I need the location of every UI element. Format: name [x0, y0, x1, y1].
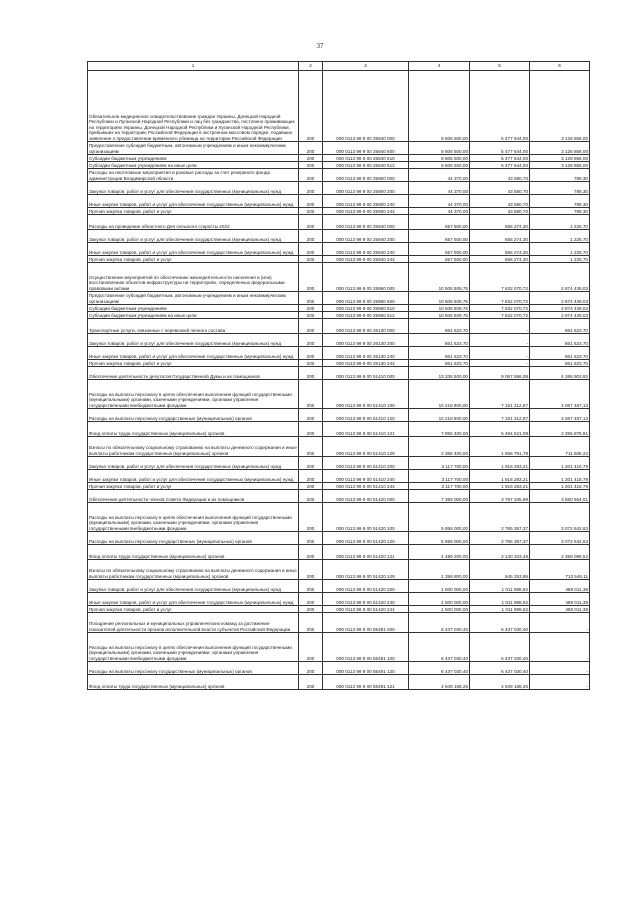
row-executed-cell: 5 477 644,00 — [470, 142, 530, 155]
row-name-cell: Предоставление субсидий бюджетным, автономным учреждениям и иным некоммерческим организациям — [88, 292, 299, 305]
row-classification-cell: 000 0113 99 9 00 51410 240 — [323, 470, 409, 483]
row-unexecuted-cell: 789,30 — [530, 182, 590, 195]
row-name-cell: Иные закупки товаров, работ и услуг для обеспечения государственных (муниципальных) нужд — [88, 470, 299, 483]
row-classification-cell: 000 0113 99 9 00 51410 000 — [323, 367, 409, 380]
row-approved-cell: 1 358 800,00 — [409, 560, 470, 580]
row-name-cell: Обеспечение деятельности депутатов Государственной Думы и их помощников — [88, 367, 299, 380]
row-approved-cell: 657 500,00 — [409, 243, 470, 256]
row-code-cell: 200 — [299, 662, 323, 675]
row-classification-cell: 000 0113 99 9 00 25900 240 — [323, 195, 409, 208]
row-classification-cell: 000 0113 99 9 00 55491 120 — [323, 662, 409, 675]
row-unexecuted-cell: 861 623,70 — [530, 347, 590, 360]
table-row — [88, 367, 590, 380]
row-classification-cell: 000 0113 99 9 00 51420 100 — [323, 503, 409, 532]
table-row — [88, 606, 590, 613]
row-classification-cell: 000 0113 99 9 00 55491 121 — [323, 675, 409, 690]
row-classification-cell: 000 0113 99 9 00 51420 240 — [323, 593, 409, 606]
row-code-cell: 200 — [299, 613, 323, 633]
row-name-cell: Иные закупки товаров, работ и услуг для обеспечения государственных (муниципальных) нужд — [88, 243, 299, 256]
table-row — [88, 215, 590, 230]
row-approved-cell: 7 850 400,00 — [409, 422, 470, 437]
row-classification-cell: 000 0113 99 9 00 51410 129 — [323, 437, 409, 457]
row-classification-cell: 000 0113 99 9 00 51420 244 — [323, 606, 409, 613]
row-name-cell: Фонд оплаты труда государственных (муниципальных) органов — [88, 422, 299, 437]
row-unexecuted-cell: 3 128 856,00 — [530, 162, 590, 169]
row-approved-cell: 1 500 000,00 — [409, 606, 470, 613]
row-classification-cell: 000 0113 99 9 00 51420 129 — [323, 560, 409, 580]
row-unexecuted-cell: - — [530, 675, 590, 690]
row-classification-cell: 000 0113 99 9 00 51410 100 — [323, 380, 409, 409]
row-code-cell: 200 — [299, 208, 323, 215]
row-approved-cell: 44 370,00 — [409, 195, 470, 208]
row-executed-cell: 4 949 168,26 — [470, 675, 530, 690]
row-approved-cell: 6 437 030,40 — [409, 662, 470, 675]
table-row — [88, 162, 590, 169]
row-classification-cell: 000 0113 99 9 00 51420 120 — [323, 532, 409, 545]
table-row — [88, 312, 590, 319]
row-code-cell: 200 — [299, 675, 323, 690]
row-unexecuted-cell: 488 011,38 — [530, 606, 590, 613]
row-approved-cell: 10 218 800,00 — [409, 380, 470, 409]
row-name-cell: Расходы на выплаты персоналу государственных (муниципальных) органов — [88, 409, 299, 422]
row-approved-cell: 44 370,00 — [409, 208, 470, 215]
row-classification-cell: 000 0113 99 9 00 26130 000 — [323, 319, 409, 334]
row-approved-cell: 6 437 030,40 — [409, 613, 470, 633]
table-row — [88, 319, 590, 334]
row-code-cell: 200 — [299, 312, 323, 319]
row-name-cell: Расходы на выплаты персоналу в целях обеспечения выполнения функций государственными (муниципальными) органами, казенными учреждениями, органами управления государственными внебюджетными фондами — [88, 380, 299, 409]
table-body — [88, 71, 590, 690]
row-name-cell: Расходы на выплаты персоналу государственных (муниципальных) органов — [88, 532, 299, 545]
row-executed-cell: 5 477 644,00 — [470, 155, 530, 162]
row-name-cell: Взносы по обязательному социальному страхованию на выплаты денежного содержания и иные выплаты работникам государственных (муниципальных) органов — [88, 560, 299, 580]
table-row — [88, 560, 590, 580]
table-row — [88, 182, 590, 195]
row-code-cell: 200 — [299, 633, 323, 662]
table-row — [88, 409, 590, 422]
row-executed-cell: 7 632 070,72 — [470, 312, 530, 319]
row-classification-cell: 000 0113 99 9 00 25960 612 — [323, 312, 409, 319]
row-approved-cell: 861 623,70 — [409, 360, 470, 367]
row-name-cell: Закупка товаров, работ и услуг для обеспечения государственных (муниципальных) нужд — [88, 580, 299, 593]
row-executed-cell: 656 274,30 — [470, 215, 530, 230]
row-unexecuted-cell: 861 623,70 — [530, 360, 590, 367]
row-name-cell: Расходы на неотложные мероприятия и разовые расходы за счет резервного фонда администрации Владимирской области — [88, 169, 299, 182]
table-row — [88, 580, 590, 593]
row-approved-cell: 4 499 200,00 — [409, 545, 470, 560]
row-executed-cell: 1 916 283,21 — [470, 470, 530, 483]
row-name-cell: Предоставление субсидий бюджетным, автономным учреждениям и иным некоммерческим организациям — [88, 142, 299, 155]
header-col-1: 1 — [88, 62, 299, 71]
row-unexecuted-cell: 1 201 416,79 — [530, 483, 590, 490]
row-code-cell: 200 — [299, 606, 323, 613]
row-name-cell: Прочая закупка товаров, работ и услуг — [88, 256, 299, 263]
row-executed-cell: 2 785 357,37 — [470, 503, 530, 532]
row-approved-cell: 8 606 500,00 — [409, 162, 470, 169]
row-code-cell: 200 — [299, 71, 323, 142]
row-unexecuted-cell: 2 874 439,03 — [530, 263, 590, 292]
row-approved-cell: 4 949 168,26 — [409, 675, 470, 690]
table-row — [88, 230, 590, 243]
table-row — [88, 360, 590, 367]
row-classification-cell: 000 0113 99 9 00 51420 121 — [323, 545, 409, 560]
table-row — [88, 593, 590, 606]
table-row — [88, 155, 590, 162]
row-executed-cell: 5 494 521,09 — [470, 422, 530, 437]
row-executed-cell: 656 274,30 — [470, 243, 530, 256]
row-approved-cell: 8 606 500,00 — [409, 142, 470, 155]
row-unexecuted-cell: 1 225,70 — [530, 215, 590, 230]
row-classification-cell: 000 0113 99 9 00 51410 200 — [323, 457, 409, 470]
row-executed-cell: 656 274,30 — [470, 256, 530, 263]
row-code-cell: 200 — [299, 593, 323, 606]
row-approved-cell: 13 336 500,00 — [409, 367, 470, 380]
header-col-2: 2 — [299, 62, 323, 71]
row-unexecuted-cell: 3 128 856,00 — [530, 71, 590, 142]
row-classification-cell: 000 0113 99 9 00 55491 000 — [323, 613, 409, 633]
table-row — [88, 437, 590, 457]
row-executed-cell: 2 785 357,37 — [470, 532, 530, 545]
row-approved-cell: 10 506 509,75 — [409, 263, 470, 292]
row-code-cell: 200 — [299, 470, 323, 483]
row-name-cell: Поощрение региональных и муниципальных управленческих команд за достижение показателей деятельности органов исполнительной власти субъектов Российской Федерации — [88, 613, 299, 633]
table-row — [88, 169, 590, 182]
row-unexecuted-cell: 4 268 903,92 — [530, 367, 590, 380]
row-unexecuted-cell: 713 546,11 — [530, 560, 590, 580]
row-code-cell: 200 — [299, 305, 323, 312]
budget-execution-table — [87, 61, 590, 690]
row-executed-cell: 7 151 312,87 — [470, 409, 530, 422]
row-executed-cell: 1 916 283,21 — [470, 483, 530, 490]
row-name-cell: Фонд оплаты труда государственных (муниципальных) органов — [88, 545, 299, 560]
table-row — [88, 256, 590, 263]
row-executed-cell: 6 437 030,40 — [470, 613, 530, 633]
row-name-cell: Прочая закупка товаров, работ и услуг — [88, 208, 299, 215]
row-unexecuted-cell: 1 225,70 — [530, 243, 590, 256]
row-code-cell: 200 — [299, 490, 323, 503]
row-classification-cell: 000 0113 99 9 00 25900 200 — [323, 182, 409, 195]
row-unexecuted-cell: - — [530, 662, 590, 675]
row-approved-cell: 3 117 700,00 — [409, 457, 470, 470]
row-classification-cell: 000 0113 99 9 00 25940 200 — [323, 230, 409, 243]
row-name-cell: Иные закупки товаров, работ и услуг для обеспечения государственных (муниципальных) нужд — [88, 195, 299, 208]
row-code-cell: 200 — [299, 230, 323, 243]
row-name-cell: Расходы на выплаты персоналу в целях обеспечения выполнения функций государственными (муниципальными) органами, казенными учреждениями, органами управления государственными внебюджетными фондами — [88, 633, 299, 662]
row-executed-cell: 5 477 644,00 — [470, 71, 530, 142]
table-row — [88, 490, 590, 503]
row-approved-cell: 44 370,00 — [409, 182, 470, 195]
row-unexecuted-cell: 2 355 878,91 — [530, 422, 590, 437]
table-row — [88, 545, 590, 560]
row-name-cell: Расходы на выплаты персоналу в целях обеспечения выполнения функций государственными (муниципальными) органами, казенными учреждениями, органами управления государственными внебюджетными фондами — [88, 503, 299, 532]
row-code-cell: 200 — [299, 347, 323, 360]
row-classification-cell: 000 0113 99 9 00 25840 000 — [323, 71, 409, 142]
row-code-cell: 200 — [299, 182, 323, 195]
row-code-cell: 200 — [299, 195, 323, 208]
table-row — [88, 305, 590, 312]
row-code-cell: 200 — [299, 142, 323, 155]
row-name-cell: Осуществление мероприятий по обеспечению жизнедеятельности населения и (или) восстановлению объектов инфраструктуры на территориях, определенных федеральными правовыми актами — [88, 263, 299, 292]
row-name-cell: Закупка товаров, работ и услуг для обеспечения государственных (муниципальных) нужд — [88, 334, 299, 347]
row-executed-cell: 43 580,70 — [470, 182, 530, 195]
row-code-cell: 200 — [299, 483, 323, 490]
row-name-cell: Прочая закупка товаров, работ и услуг — [88, 606, 299, 613]
row-classification-cell: 000 0113 99 9 00 25900 000 — [323, 169, 409, 182]
row-unexecuted-cell: - — [530, 633, 590, 662]
row-name-cell: Субсидии бюджетным учреждениям на иные цели — [88, 312, 299, 319]
row-unexecuted-cell: 3 128 856,00 — [530, 155, 590, 162]
row-executed-cell: 7 632 070,72 — [470, 292, 530, 305]
row-unexecuted-cell: 789,30 — [530, 169, 590, 182]
header-col-6: 6 — [530, 62, 590, 71]
row-code-cell: 200 — [299, 409, 323, 422]
row-classification-cell: 000 0113 99 9 00 25840 600 — [323, 142, 409, 155]
row-unexecuted-cell: 3 072 642,63 — [530, 503, 590, 532]
table-row — [88, 633, 590, 662]
row-unexecuted-cell: 789,30 — [530, 208, 590, 215]
row-code-cell: 200 — [299, 169, 323, 182]
row-unexecuted-cell: 3 128 856,00 — [530, 142, 590, 155]
table-row — [88, 347, 590, 360]
row-code-cell: 200 — [299, 545, 323, 560]
row-name-cell: Прочая закупка товаров, работ и услуг — [88, 360, 299, 367]
row-name-cell: Взносы по обязательному социальному страхованию на выплаты денежного содержания и иные выплаты работникам государственных (муниципальных) органов — [88, 437, 299, 457]
row-classification-cell: 000 0113 99 9 00 51410 244 — [323, 483, 409, 490]
row-approved-cell: 1 500 000,00 — [409, 593, 470, 606]
row-approved-cell: 1 500 000,00 — [409, 580, 470, 593]
row-approved-cell: 861 623,70 — [409, 319, 470, 334]
header-col-4: 4 — [409, 62, 470, 71]
row-classification-cell: 000 0113 99 9 00 25940 244 — [323, 256, 409, 263]
row-name-cell: Обеспечение деятельности членов Совета Федерации и их помощников — [88, 490, 299, 503]
row-name-cell: Субсидии бюджетным учреждениям — [88, 155, 299, 162]
row-executed-cell: 6 437 030,40 — [470, 662, 530, 675]
row-classification-cell: 000 0113 99 9 00 51420 000 — [323, 490, 409, 503]
row-executed-cell: 7 151 312,87 — [470, 380, 530, 409]
row-approved-cell: 861 623,70 — [409, 334, 470, 347]
row-approved-cell: 3 117 700,00 — [409, 483, 470, 490]
row-name-cell: Расходы на проведение областного Дня сельского старосты 2022 — [88, 215, 299, 230]
row-approved-cell: 657 500,00 — [409, 230, 470, 243]
row-classification-cell: 000 0113 99 9 00 26130 244 — [323, 360, 409, 367]
row-name-cell: Расходы на выплаты персоналу государственных (муниципальных) органов — [88, 662, 299, 675]
row-unexecuted-cell: 3 560 654,01 — [530, 490, 590, 503]
row-executed-cell: 3 797 345,99 — [470, 490, 530, 503]
row-name-cell: Иные закупки товаров, работ и услуг для обеспечения государственных (муниципальных) нужд — [88, 593, 299, 606]
row-unexecuted-cell: 3 072 642,63 — [530, 532, 590, 545]
row-classification-cell: 000 0113 99 9 00 51420 200 — [323, 580, 409, 593]
row-approved-cell: 7 358 000,00 — [409, 490, 470, 503]
table-row — [88, 263, 590, 292]
row-name-cell: Транспортные услуги, связанные с перевозкой личного состава — [88, 319, 299, 334]
row-code-cell: 200 — [299, 162, 323, 169]
row-code-cell: 200 — [299, 380, 323, 409]
row-code-cell: 200 — [299, 360, 323, 367]
row-classification-cell: 000 0113 99 9 00 25840 610 — [323, 155, 409, 162]
row-code-cell: 200 — [299, 560, 323, 580]
row-classification-cell: 000 0113 99 9 00 25900 244 — [323, 208, 409, 215]
row-unexecuted-cell: 2 874 439,03 — [530, 292, 590, 305]
row-code-cell: 200 — [299, 292, 323, 305]
row-name-cell: Закупка товаров, работ и услуг для обеспечения государственных (муниципальных) нужд — [88, 457, 299, 470]
table-header-row — [88, 62, 590, 71]
row-classification-cell: 000 0113 99 9 00 26130 200 — [323, 334, 409, 347]
row-executed-cell: - — [470, 319, 530, 334]
table-row — [88, 422, 590, 437]
row-classification-cell: 000 0113 99 9 00 25840 612 — [323, 162, 409, 169]
row-executed-cell: 1 916 283,21 — [470, 457, 530, 470]
table-row — [88, 380, 590, 409]
table-row — [88, 503, 590, 532]
table-row — [88, 532, 590, 545]
row-approved-cell: 8 606 500,00 — [409, 71, 470, 142]
row-code-cell: 200 — [299, 334, 323, 347]
row-approved-cell: 10 506 509,75 — [409, 305, 470, 312]
row-code-cell: 200 — [299, 215, 323, 230]
row-name-cell: Субсидии бюджетным учреждениям — [88, 305, 299, 312]
row-classification-cell: 000 0113 99 9 00 25940 000 — [323, 215, 409, 230]
row-classification-cell: 000 0113 99 9 00 25960 600 — [323, 292, 409, 305]
row-unexecuted-cell: 2 874 439,03 — [530, 312, 590, 319]
row-executed-cell: 43 580,70 — [470, 195, 530, 208]
row-code-cell: 200 — [299, 243, 323, 256]
row-executed-cell: 1 011 988,62 — [470, 606, 530, 613]
row-approved-cell: 10 506 509,75 — [409, 312, 470, 319]
row-code-cell: 200 — [299, 422, 323, 437]
row-unexecuted-cell: 3 067 487,13 — [530, 380, 590, 409]
row-unexecuted-cell: 711 608,22 — [530, 437, 590, 457]
row-code-cell: 200 — [299, 319, 323, 334]
row-classification-cell: 000 0113 99 9 00 26130 240 — [323, 347, 409, 360]
row-unexecuted-cell: 1 201 416,79 — [530, 457, 590, 470]
row-executed-cell: 1 656 791,78 — [470, 437, 530, 457]
row-approved-cell: 10 218 800,00 — [409, 409, 470, 422]
row-executed-cell: - — [470, 347, 530, 360]
row-approved-cell: 5 858 000,00 — [409, 532, 470, 545]
row-approved-cell: 10 506 509,75 — [409, 292, 470, 305]
row-executed-cell: 6 437 030,40 — [470, 633, 530, 662]
row-executed-cell: 5 477 644,00 — [470, 162, 530, 169]
row-classification-cell: 000 0113 99 9 00 51410 121 — [323, 422, 409, 437]
row-code-cell: 200 — [299, 367, 323, 380]
row-executed-cell: - — [470, 360, 530, 367]
row-code-cell: 200 — [299, 155, 323, 162]
header-col-3: 3 — [323, 62, 409, 71]
row-classification-cell: 000 0113 99 9 00 55491 100 — [323, 633, 409, 662]
row-name-cell: Закупка товаров, работ и услуг для обеспечения государственных (муниципальных) нужд — [88, 230, 299, 243]
row-executed-cell: 43 580,70 — [470, 208, 530, 215]
row-name-cell: Фонд оплаты труда государственных (муниципальных) органов — [88, 675, 299, 690]
table-row — [88, 675, 590, 690]
row-name-cell: Иные закупки товаров, работ и услуг для обеспечения государственных (муниципальных) нужд — [88, 347, 299, 360]
table-row — [88, 71, 590, 142]
row-unexecuted-cell: 1 225,70 — [530, 230, 590, 243]
row-code-cell: 200 — [299, 256, 323, 263]
row-approved-cell: 3 117 700,00 — [409, 470, 470, 483]
row-approved-cell: 657 500,00 — [409, 256, 470, 263]
row-approved-cell: 8 606 500,00 — [409, 155, 470, 162]
row-approved-cell: 6 437 030,40 — [409, 633, 470, 662]
row-unexecuted-cell: 789,30 — [530, 195, 590, 208]
row-unexecuted-cell: 1 225,70 — [530, 256, 590, 263]
row-code-cell: 200 — [299, 263, 323, 292]
row-unexecuted-cell: 861 623,70 — [530, 319, 590, 334]
row-executed-cell: 2 140 103,48 — [470, 545, 530, 560]
row-approved-cell: 861 623,70 — [409, 347, 470, 360]
row-executed-cell: 7 632 070,72 — [470, 305, 530, 312]
table-row — [88, 457, 590, 470]
row-name-cell: Закупка товаров, работ и услуг для обеспечения государственных (муниципальных) нужд — [88, 182, 299, 195]
row-classification-cell: 000 0113 99 9 00 25960 610 — [323, 305, 409, 312]
header-col-5: 5 — [470, 62, 530, 71]
row-code-cell: 200 — [299, 503, 323, 532]
row-executed-cell: 1 011 988,62 — [470, 580, 530, 593]
row-approved-cell: 2 368 400,00 — [409, 437, 470, 457]
page-number: 37 — [316, 42, 324, 50]
row-unexecuted-cell: 861 623,70 — [530, 334, 590, 347]
row-unexecuted-cell: 488 011,38 — [530, 593, 590, 606]
row-name-cell: Обязательное медицинское освидетельствование граждан Украины, Донецкой Народной Республики и Луганской Народной Республики и лиц без гражданства, постоянно проживающих на территориях Украины, Донецкой Народной Республики и Луганской Народной Республики, прибывших на территорию Российской Федерации в экстренном массовом порядке, подавших заявление о предоставлении временного убежища на территории Российской Федерации — [88, 71, 299, 142]
row-executed-cell: 43 580,70 — [470, 169, 530, 182]
row-unexecuted-cell: - — [530, 613, 590, 633]
row-executed-cell: 656 274,30 — [470, 230, 530, 243]
table-row — [88, 195, 590, 208]
table-row — [88, 470, 590, 483]
row-unexecuted-cell: 488 011,38 — [530, 580, 590, 593]
row-name-cell: Субсидии бюджетным учреждениям на иные цели — [88, 162, 299, 169]
row-executed-cell: 1 011 988,62 — [470, 593, 530, 606]
row-executed-cell: 7 632 070,72 — [470, 263, 530, 292]
table-row — [88, 142, 590, 155]
row-executed-cell: 9 067 596,08 — [470, 367, 530, 380]
row-classification-cell: 000 0113 99 9 00 25960 000 — [323, 263, 409, 292]
table-row — [88, 613, 590, 633]
row-name-cell: Прочая закупка товаров, работ и услуг — [88, 483, 299, 490]
table-row — [88, 334, 590, 347]
row-classification-cell: 000 0113 99 9 00 25940 240 — [323, 243, 409, 256]
row-executed-cell: 645 253,89 — [470, 560, 530, 580]
row-code-cell: 200 — [299, 580, 323, 593]
row-approved-cell: 657 500,00 — [409, 215, 470, 230]
table-row — [88, 483, 590, 490]
row-unexecuted-cell: 2 359 096,52 — [530, 545, 590, 560]
row-code-cell: 200 — [299, 457, 323, 470]
row-classification-cell: 000 0113 99 9 00 51410 120 — [323, 409, 409, 422]
table-row — [88, 662, 590, 675]
row-unexecuted-cell: 2 874 439,03 — [530, 305, 590, 312]
row-code-cell: 200 — [299, 437, 323, 457]
row-code-cell: 200 — [299, 532, 323, 545]
row-unexecuted-cell: 1 201 416,79 — [530, 470, 590, 483]
table-row — [88, 208, 590, 215]
table-row — [88, 243, 590, 256]
row-approved-cell: 5 858 000,00 — [409, 503, 470, 532]
row-approved-cell: 44 370,00 — [409, 169, 470, 182]
table-row — [88, 292, 590, 305]
row-executed-cell: - — [470, 334, 530, 347]
row-unexecuted-cell: 3 067 487,13 — [530, 409, 590, 422]
